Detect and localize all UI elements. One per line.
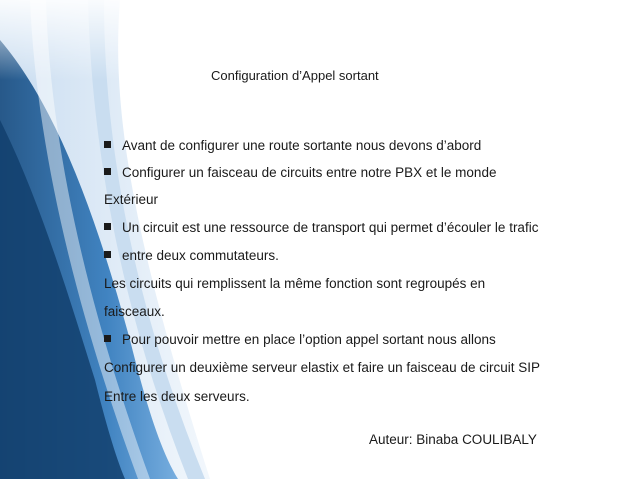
line-text: Entre les deux serveurs. (104, 389, 250, 404)
square-bullet-icon (104, 335, 111, 342)
line-text: Configurer un deuxième serveur elastix et faire un faisceau de circuit SIP (104, 360, 540, 375)
square-bullet-icon (104, 141, 111, 148)
bullet-item (104, 137, 481, 155)
line-text: Un circuit est une ressource de transport qui permet d’écouler le trafic (122, 220, 539, 235)
author-credit: Auteur: Binaba COULIBALY (369, 432, 537, 447)
bullet-item (104, 247, 279, 265)
bullet-item (104, 331, 496, 349)
line-text: entre deux commutateurs. (122, 248, 279, 263)
square-bullet-icon (104, 168, 111, 175)
square-bullet-icon (104, 223, 111, 230)
bullet-item (104, 164, 496, 182)
text-line (104, 191, 158, 209)
text-line (104, 388, 250, 406)
line-text: Les circuits qui remplissent la même fonction sont regroupés en (104, 276, 486, 291)
line-text: Avant de configurer une route sortante nous devons d’abord (122, 138, 482, 153)
line-text: Pour pouvoir mettre en place l’option appel sortant nous allons (122, 332, 496, 347)
text-line (104, 275, 485, 293)
line-text: Extérieur (104, 192, 159, 207)
slide-title: Configuration d’Appel sortant (211, 68, 379, 83)
text-line (104, 303, 165, 321)
text-line (104, 359, 540, 377)
line-text: faisceaux. (104, 304, 165, 319)
line-text: Configurer un faisceau de circuits entre notre PBX et le monde (122, 165, 497, 180)
square-bullet-icon (104, 251, 111, 258)
bullet-item (104, 219, 538, 237)
